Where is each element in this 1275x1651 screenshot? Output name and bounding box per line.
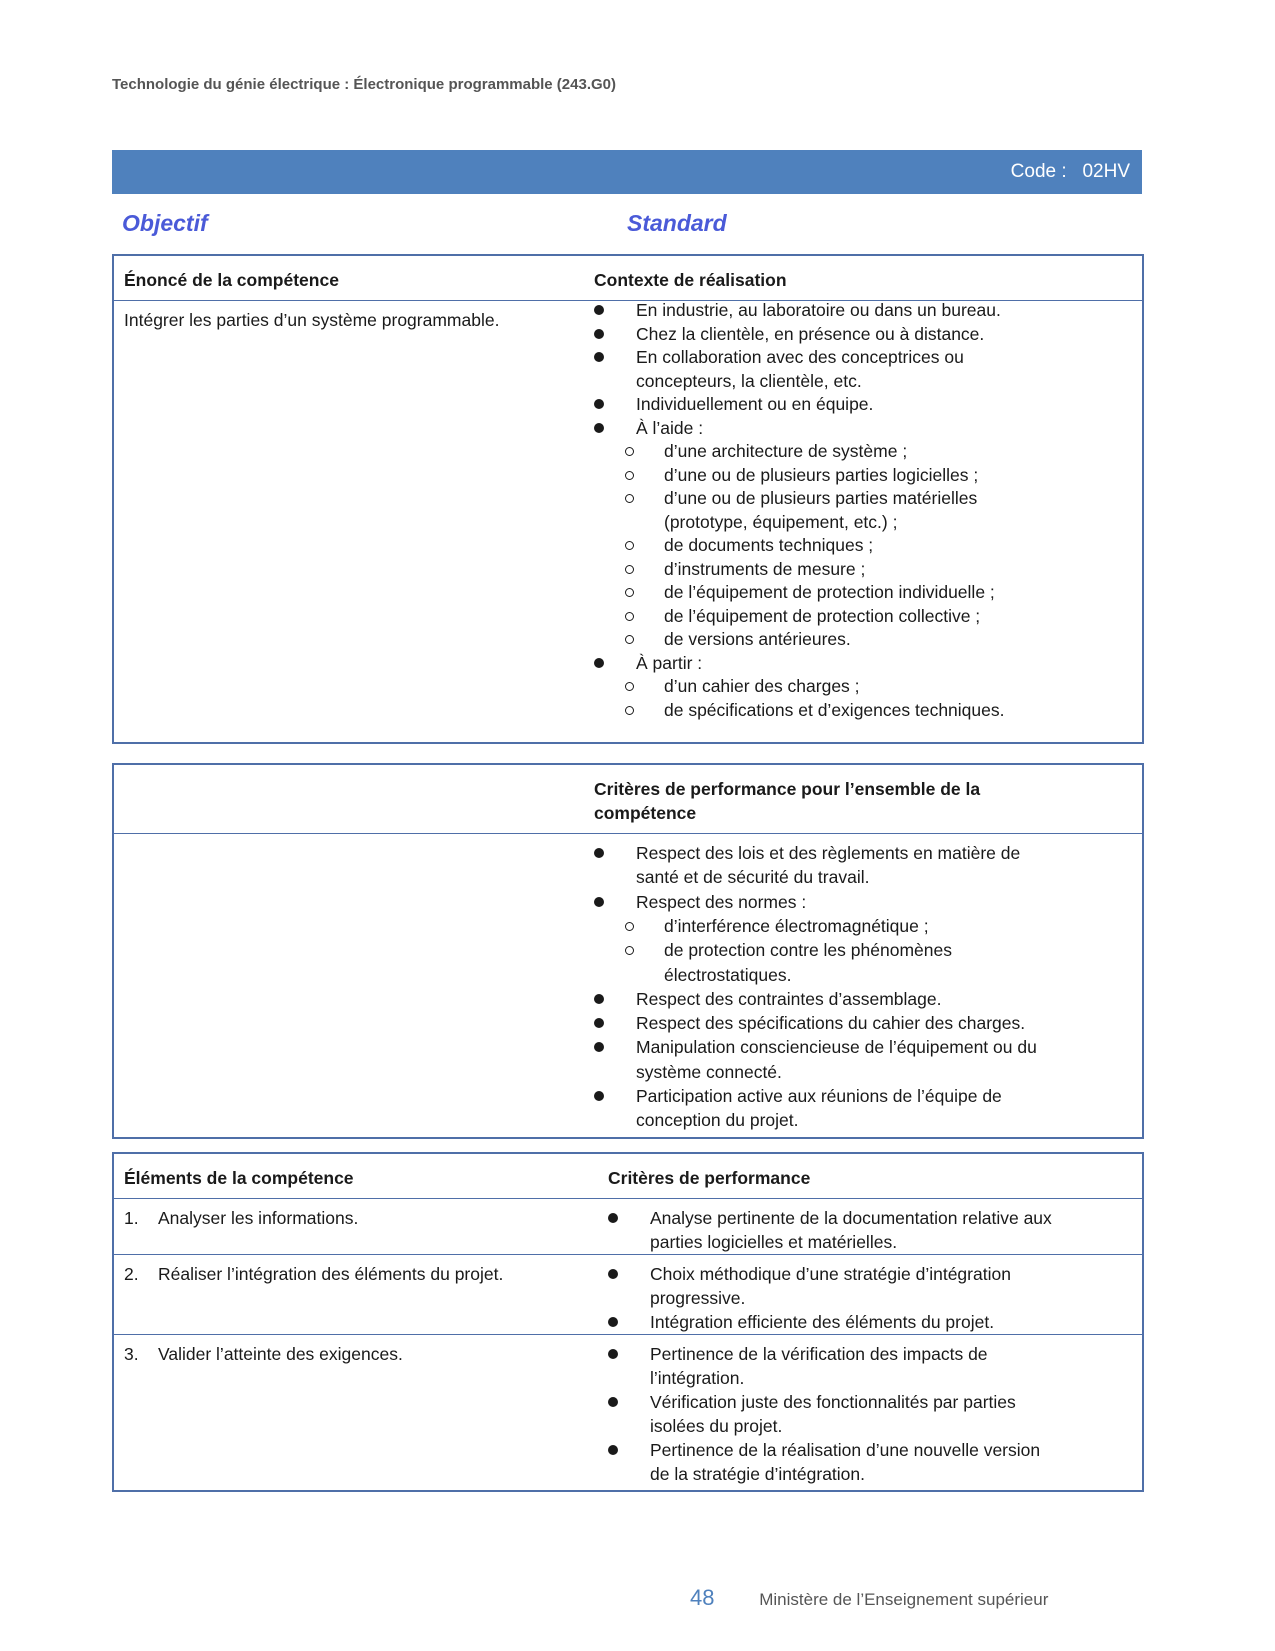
- list-item: Chez la clientèle, en présence ou à distance.: [636, 323, 985, 344]
- list-item: de documents techniques ;: [664, 535, 874, 555]
- bullet-icon: [608, 1317, 618, 1327]
- list-item: Individuellement ou en équipe.: [636, 394, 874, 414]
- program-title: Technologie du génie électrique : Électronique programmable (243.G0): [112, 76, 616, 93]
- sub-bullet-icon: [625, 922, 634, 931]
- list-item: Manipulation consciencieuse de l’équipement ou du: [636, 1037, 1037, 1058]
- elements-header-divider: [114, 1198, 1142, 1199]
- criteria-header-line1: Critères de performance pour l’ensemble de la: [594, 779, 981, 799]
- list-item: de la stratégie d’intégration.: [650, 1464, 865, 1484]
- bullet-icon: [594, 399, 604, 409]
- sub-bullet-icon: [625, 682, 634, 691]
- page-number: 48: [690, 1585, 715, 1610]
- elements-header: Éléments de la compétence: [124, 1168, 354, 1188]
- bullet-icon: [594, 1091, 604, 1101]
- list-item: de spécifications et d’exigences techniques.: [664, 699, 1005, 720]
- bullet-icon: [594, 305, 604, 315]
- context-header: Contexte de réalisation: [594, 270, 787, 290]
- sub-bullet-icon: [625, 706, 634, 715]
- bullet-icon: [608, 1269, 618, 1279]
- list-item: de versions antérieures.: [664, 629, 851, 649]
- row-divider: [114, 1254, 1142, 1255]
- list-item: l’intégration.: [650, 1368, 745, 1388]
- ministry-name: Ministère de l’Enseignement supérieur: [759, 1590, 1049, 1609]
- list-item: électrostatiques.: [664, 964, 792, 985]
- list-item: (prototype, équipement, etc.) ;: [664, 511, 898, 532]
- list-item: concepteurs, la clientèle, etc.: [636, 370, 862, 391]
- bullet-icon: [594, 994, 604, 1004]
- sub-bullet-icon: [625, 612, 634, 621]
- list-item: d’un cahier des charges ;: [664, 676, 860, 696]
- standard-label: Standard: [627, 210, 727, 236]
- bullet-icon: [594, 897, 604, 907]
- element-number: 3.: [124, 1344, 139, 1364]
- elements-table: [112, 1152, 1144, 1492]
- list-item: Choix méthodique d’une stratégie d’intégration: [650, 1264, 1011, 1284]
- element-text: Réaliser l’intégration des éléments du projet.: [158, 1264, 504, 1284]
- sub-bullet-icon: [625, 471, 634, 480]
- list-item: de l’équipement de protection collective ;: [664, 605, 981, 626]
- list-item: Intégration efficiente des éléments du projet.: [650, 1312, 995, 1332]
- competence-statement-header: Énoncé de la compétence: [124, 270, 339, 290]
- list-item: d’instruments de mesure ;: [664, 558, 866, 579]
- bullet-icon: [594, 1018, 604, 1028]
- row-divider: [114, 1334, 1142, 1335]
- sub-bullet-icon: [625, 541, 634, 550]
- objective-label: Objectif: [122, 210, 208, 236]
- element-number: 1.: [124, 1208, 139, 1228]
- list-item: de l’équipement de protection individuelle ;: [664, 582, 995, 602]
- element-text: Analyser les informations.: [158, 1208, 359, 1228]
- competence-table: [112, 254, 1144, 744]
- bullet-icon: [594, 848, 604, 858]
- sub-bullet-icon: [625, 588, 634, 597]
- list-item: de protection contre les phénomènes: [664, 940, 952, 961]
- criteria-table: [112, 763, 1144, 1139]
- sub-bullet-icon: [625, 447, 634, 456]
- list-item: En collaboration avec des conceptrices ou: [636, 347, 964, 367]
- list-item: Respect des normes :: [636, 891, 807, 912]
- list-item: Vérification juste des fonctionnalités par parties: [650, 1392, 1016, 1412]
- list-item: À partir :: [636, 652, 703, 673]
- bullet-icon: [608, 1213, 618, 1223]
- list-item: Pertinence de la réalisation d’une nouvelle version: [650, 1440, 1041, 1460]
- list-item: En industrie, au laboratoire ou dans un bureau.: [636, 300, 1001, 320]
- list-item: isolées du projet.: [650, 1416, 783, 1436]
- list-item: Respect des lois et des règlements en matière de: [636, 843, 1021, 863]
- bullet-icon: [594, 658, 604, 668]
- list-item: À l’aide :: [636, 417, 704, 438]
- list-item: d’une architecture de système ;: [664, 441, 908, 461]
- list-item: d’interférence électromagnétique ;: [664, 915, 929, 936]
- list-item: santé et de sécurité du travail.: [636, 867, 870, 888]
- list-item: progressive.: [650, 1288, 746, 1308]
- performance-criteria-header: Critères de performance: [608, 1168, 811, 1188]
- bullet-icon: [608, 1349, 618, 1359]
- bullet-icon: [594, 1042, 604, 1052]
- bullet-icon: [594, 423, 604, 433]
- list-item: conception du projet.: [636, 1110, 799, 1131]
- sub-bullet-icon: [625, 565, 634, 574]
- list-item: Participation active aux réunions de l’équipe de: [636, 1086, 1002, 1106]
- criteria-header: [594, 777, 980, 825]
- list-item: Respect des spécifications du cahier des charges.: [636, 1013, 1026, 1034]
- list-item: Analyse pertinente de la documentation relative aux: [650, 1208, 1052, 1228]
- list-item: système connecté.: [636, 1061, 782, 1082]
- list-item: d’une ou de plusieurs parties logicielles ;: [664, 464, 979, 485]
- element-number: 2.: [124, 1264, 139, 1284]
- code-bar: [112, 150, 1142, 194]
- code-label: Code : 02HV: [1010, 161, 1130, 182]
- list-item: Respect des contraintes d’assemblage.: [636, 988, 942, 1009]
- criteria-header-line2: compétence: [594, 803, 697, 823]
- list-item: d’une ou de plusieurs parties matérielles: [664, 488, 978, 508]
- list-item: Pertinence de la vérification des impacts de: [650, 1344, 988, 1364]
- list-item: parties logicielles et matérielles.: [650, 1232, 898, 1252]
- element-text: Valider l’atteinte des exigences.: [158, 1344, 403, 1364]
- competence-statement: Intégrer les parties d’un système programmable.: [124, 310, 500, 330]
- bullet-icon: [594, 329, 604, 339]
- bullet-icon: [594, 352, 604, 362]
- bullet-icon: [608, 1445, 618, 1455]
- bullet-icon: [608, 1397, 618, 1407]
- sub-bullet-icon: [625, 946, 634, 955]
- sub-bullet-icon: [625, 494, 634, 503]
- criteria-divider: [114, 833, 1142, 834]
- sub-bullet-icon: [625, 635, 634, 644]
- footer: [690, 1585, 1048, 1611]
